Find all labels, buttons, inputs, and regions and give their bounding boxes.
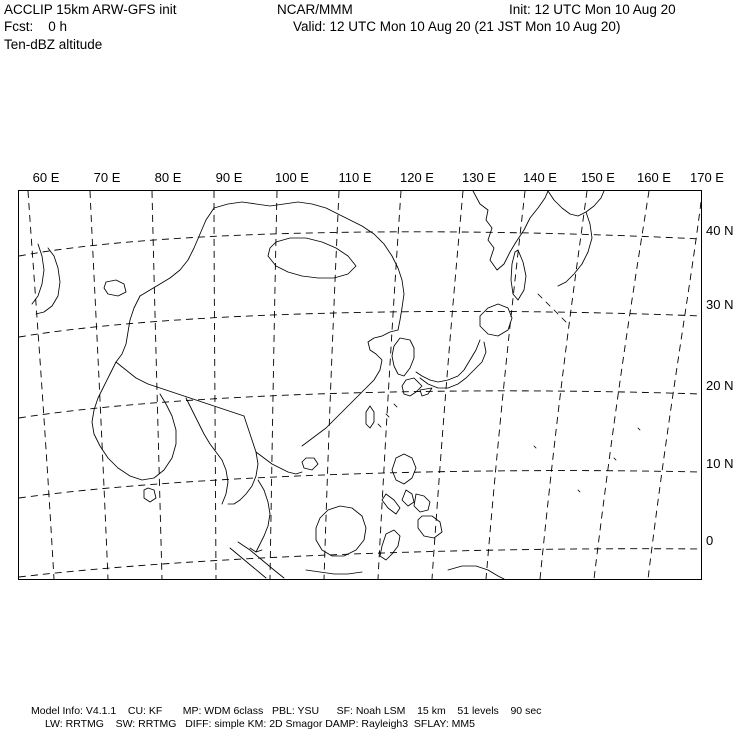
meridian-70E [90, 191, 108, 579]
border-china-north [214, 202, 404, 330]
island-guam [534, 446, 536, 448]
map-plot [18, 190, 702, 580]
lon-tick-label: 150 E [581, 170, 615, 185]
meridian-60E [28, 191, 54, 579]
footer-model-info-line2: LW: RRTMG SW: RRTMG DIFF: simple KM: 2D Smagor DAMP: Rayleigh3 SFLAY: MM5 [45, 718, 476, 730]
lon-tick-label: 110 E [338, 170, 372, 185]
lat-tick-label: 30 N [706, 297, 734, 312]
graticule [19, 191, 701, 579]
meridian-90E [214, 191, 216, 579]
lon-tick-label: 120 E [400, 170, 434, 185]
lon-tick-label: 100 E [275, 170, 309, 185]
meridian-160E [594, 191, 649, 579]
island-new-guinea [448, 566, 504, 579]
coast-korea [392, 338, 414, 376]
island-pacific-1 [578, 490, 580, 492]
meridian-80E [152, 191, 162, 579]
meridian-140E [486, 191, 525, 579]
plot-footer [0, 705, 740, 741]
header-center-name: NCAR/MMM [277, 2, 353, 17]
island-pacific-2 [614, 458, 616, 460]
island-sulawesi [380, 530, 400, 560]
island-sumatra-south [230, 548, 266, 578]
island-hainan [302, 458, 318, 470]
meridian-130E [432, 191, 463, 579]
footer-model-info-line1: Model Info: V4.1.1 CU: KF MP: WDM 6class PBL: YSU SF: Noah LSM 15 km 51 levels 90 sec [31, 705, 542, 717]
lon-tick-label: 60 E [32, 170, 60, 185]
coast-okhotsk-west [473, 191, 548, 270]
header-forecast-hour: Fcst: 0 h [4, 19, 68, 34]
kuril-2 [546, 302, 550, 306]
island-visayas [414, 494, 430, 512]
coast-vietnam-south [256, 452, 302, 474]
island-kyushu [402, 378, 422, 396]
parallel-40N [19, 232, 701, 256]
header-model-title: ACCLIP 15km ARW-GFS init [4, 2, 177, 17]
meridian-120E [378, 191, 401, 579]
island-mindanao [418, 516, 442, 538]
lon-tick-label: 160 E [637, 170, 671, 185]
ryukyu-2 [386, 414, 389, 417]
coast-kamchatka-north [548, 191, 604, 216]
lon-tick-label: 70 E [93, 170, 121, 185]
parallel-0 [19, 549, 701, 577]
island-taiwan [366, 406, 374, 428]
kuril-1 [538, 294, 542, 298]
lon-tick-label: 90 E [215, 170, 243, 185]
meridian-170E [648, 202, 701, 579]
parallel-20N [19, 391, 701, 418]
coast-kamchatka-east [558, 212, 592, 286]
lat-tick-label: 10 N [706, 456, 734, 471]
island-borneo [316, 506, 366, 556]
map-canvas [18, 190, 702, 580]
island-mindoro [402, 490, 414, 506]
header-init-time: Init: 12 UTC Mon 10 Aug 20 [509, 2, 676, 17]
island-luzon [392, 454, 416, 484]
header-valid-time: Valid: 12 UTC Mon 10 Aug 20 (21 JST Mon 10 Aug 20) [293, 19, 621, 34]
lon-tick-label: 130 E [462, 170, 496, 185]
island-palawan [382, 494, 400, 514]
border-himalaya [116, 362, 244, 416]
lon-tick-label: 80 E [154, 170, 182, 185]
island-hokkaido [480, 304, 512, 336]
parallel-10N [19, 471, 701, 498]
lon-tick-label: 170 E [690, 170, 724, 185]
border-central-asia [140, 208, 214, 296]
lat-tick-label: 0 [706, 533, 714, 548]
kuril-3 [554, 310, 558, 314]
coast-myanmar-west [186, 398, 228, 504]
coast-caspian-east [36, 248, 60, 314]
border-west [116, 296, 140, 362]
header-field-name: Ten-dBZ altitude [4, 37, 103, 52]
ryukyu-3 [378, 424, 381, 427]
lon-tick-label: 140 E [523, 170, 557, 185]
coast-malay-peninsula [256, 480, 270, 552]
border-mongolia [268, 238, 356, 278]
coast-thailand-east [228, 416, 258, 504]
island-pacific-3 [638, 428, 640, 430]
island-java [306, 570, 362, 574]
meridian-110E [324, 191, 339, 579]
island-shikoku [420, 388, 432, 396]
coast-india [92, 362, 176, 480]
lat-tick-label: 20 N [706, 378, 734, 393]
plot-header [0, 0, 740, 60]
coast-china-east [302, 330, 398, 446]
meridian-100E [270, 191, 277, 579]
parallel-30N [19, 311, 701, 337]
coastlines [32, 191, 640, 579]
kuril-4 [562, 318, 566, 322]
ryukyu-1 [394, 404, 397, 407]
island-sri-lanka [144, 488, 156, 502]
lat-tick-label: 40 N [706, 223, 734, 238]
lake-aral [104, 280, 126, 296]
meridian-150E [540, 191, 587, 579]
